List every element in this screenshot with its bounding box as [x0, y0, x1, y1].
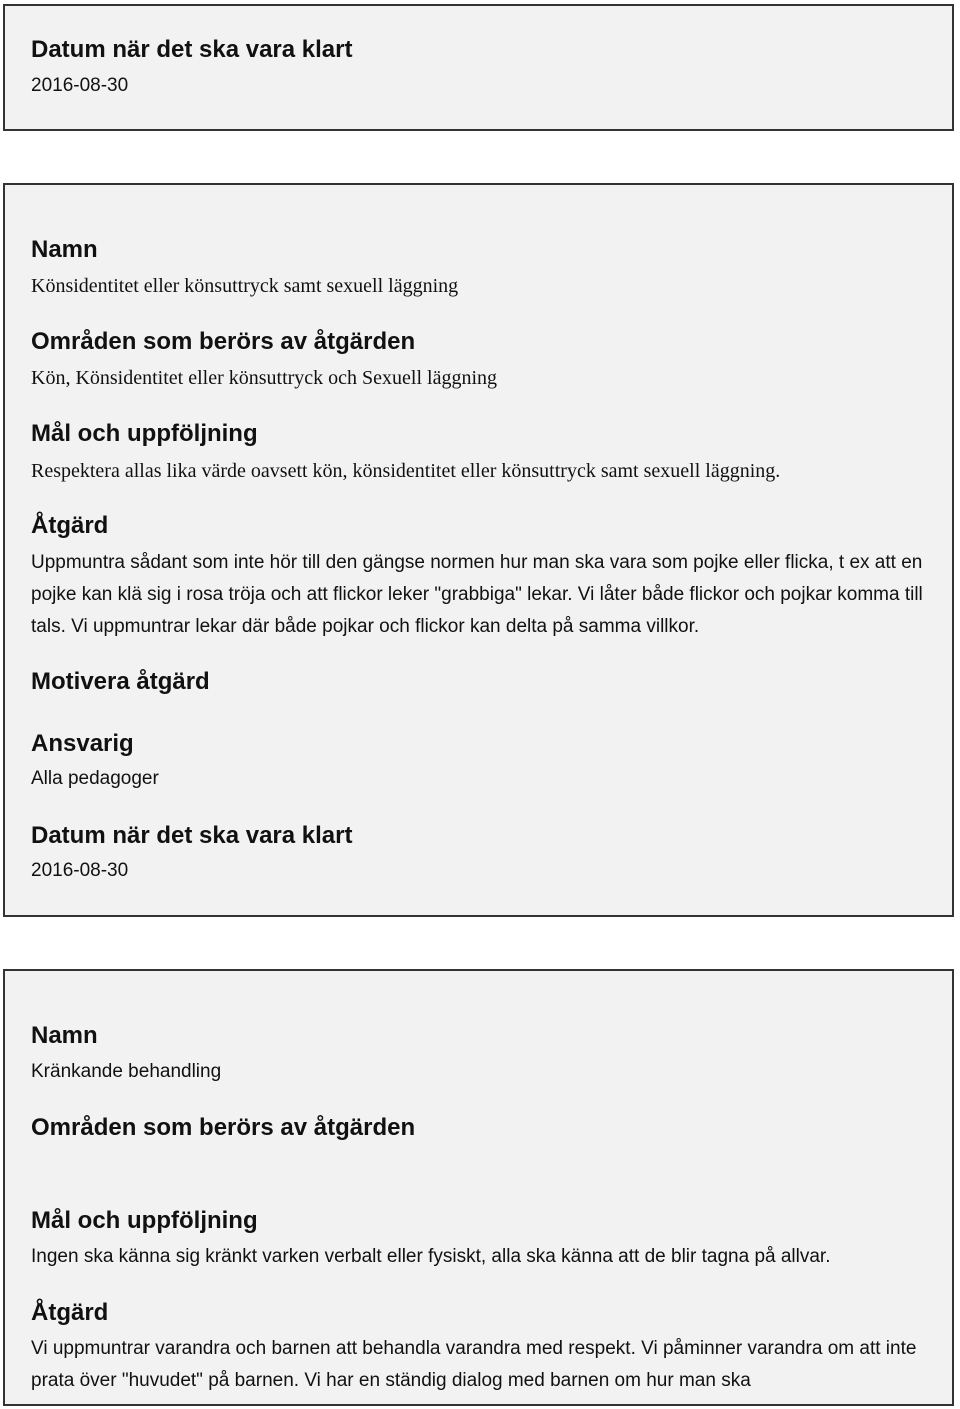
- mal-value: Respektera allas lika värde oavsett kön, könsidentitet eller könsuttryck samt sexuell läggning.: [31, 460, 781, 482]
- datum-value: 2016-08-30: [31, 75, 129, 96]
- ansvarig-value: Alla pedagoger: [31, 768, 159, 789]
- omraden-heading: Områden som berörs av åtgärden: [31, 1114, 416, 1141]
- mal-heading: Mål och uppföljning: [31, 420, 258, 447]
- atgard-heading: Åtgärd: [31, 512, 109, 539]
- datum-value: 2016-08-30: [31, 860, 129, 881]
- plan-section-1: [3, 4, 954, 131]
- plan-section-3: [3, 969, 954, 1406]
- namn-value: Kränkande behandling: [31, 1061, 222, 1082]
- datum-heading: Datum när det ska vara klart: [31, 822, 353, 849]
- atgard-value: Uppmuntra sådant som inte hör till den gängse normen hur man ska vara som pojke eller flicka, t ex att en pojke kan klä sig i rosa tröja och att flickor leker "grabbiga" lekar. Vi låter både flickor och pojkar komma till tals. Vi uppmuntrar lekar där både pojkar och flickor kan delta på samma villkor.: [31, 552, 923, 637]
- omraden-heading: Områden som berörs av åtgärden: [31, 328, 416, 355]
- namn-heading: Namn: [31, 1022, 98, 1049]
- datum-heading: Datum när det ska vara klart: [31, 36, 353, 63]
- namn-value: Könsidentitet eller könsuttryck samt sexuell läggning: [31, 275, 459, 297]
- mal-heading: Mål och uppföljning: [31, 1207, 258, 1234]
- atgard-heading: Åtgärd: [31, 1299, 109, 1326]
- motivera-heading: Motivera åtgärd: [31, 668, 210, 695]
- mal-value: Ingen ska känna sig kränkt varken verbalt eller fysiskt, alla ska känna att de blir tagna på allvar.: [31, 1246, 831, 1267]
- plan-section-2: [3, 183, 954, 917]
- omraden-value: Kön, Könsidentitet eller könsuttryck och Sexuell läggning: [31, 367, 498, 389]
- ansvarig-heading: Ansvarig: [31, 730, 134, 757]
- atgard-value: Vi uppmuntrar varandra och barnen att behandla varandra med respekt. Vi påminner varandra om att inte prata över "huvudet" på barnen. Vi har en ständig dialog med barnen om hur man ska: [31, 1338, 917, 1391]
- namn-heading: Namn: [31, 236, 98, 263]
